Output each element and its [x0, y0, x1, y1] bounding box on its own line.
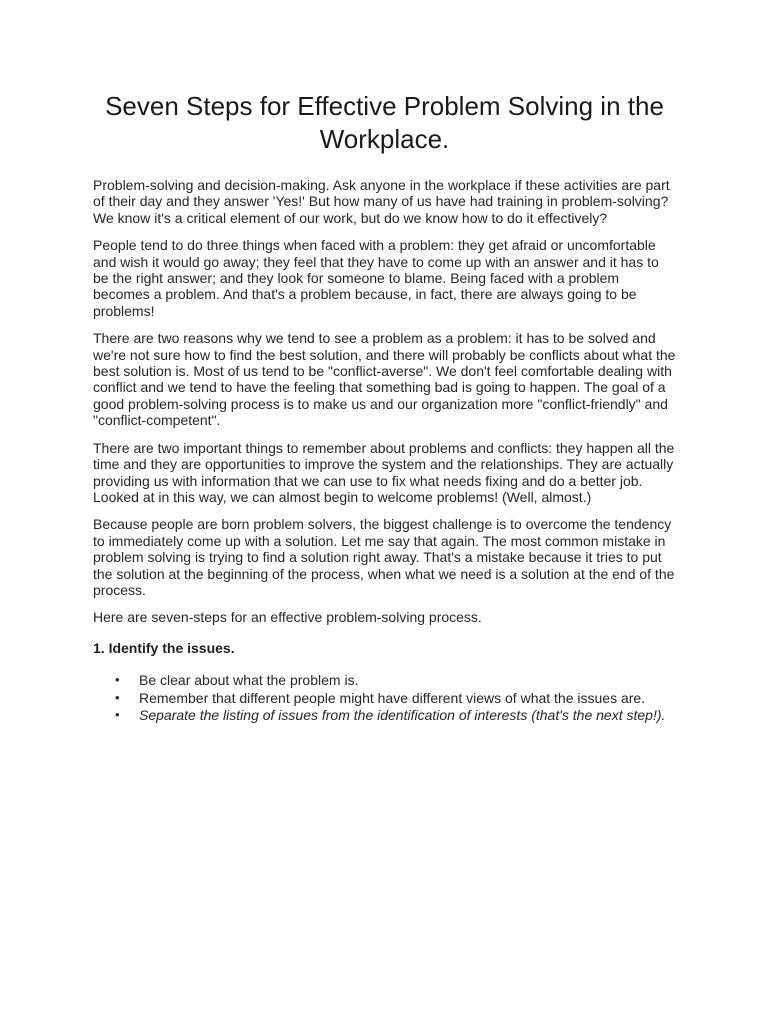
paragraph-2: People tend to do three things when faced with a problem: they get afraid or uncomfortable and wish it would go away; they feel that they have to come up with an answer and it has to be the right answer; and they look for someone to blame. Being faced with a problem becomes a problem. And that's a problem because, in fact, there are always going to be problems!: [93, 237, 659, 319]
list-item-text: Separate the listing of issues from the identification of interests (that's the next step!).: [139, 706, 666, 723]
document-title: Seven Steps for Effective Problem Solving in the Workplace.: [105, 91, 664, 154]
paragraph-6: Here are seven-steps for an effective problem-solving process.: [93, 609, 482, 626]
paragraph-1: Problem-solving and decision-making. Ask anyone in the workplace if these activities are part of their day and they answer 'Yes!' But how many of us have had training in problem-solving? We know it's a critical element of our work, but do we know how to do it effectively?: [93, 177, 670, 226]
bullet-icon: •: [115, 689, 120, 705]
bullet-icon: •: [115, 672, 120, 688]
list-item: [115, 689, 676, 706]
list-item: [115, 672, 676, 689]
step-1-heading: 1. Identify the issues.: [93, 639, 235, 656]
step-1-bullet-list: [93, 672, 676, 723]
list-item-text: Be clear about what the problem is.: [139, 672, 359, 689]
list-item: [115, 706, 676, 723]
paragraph-4: There are two important things to remember about problems and conflicts: they happen all the time and they are opportunities to improve the system and the relationships. They are actually providing us with information that we can use to fix what needs fixing and do a better job. Looked at in this way, we can almost begin to welcome problems! (Well, almost.): [93, 439, 675, 505]
paragraph-3: There are two reasons why we tend to see a problem as a problem: it has to be solved and we're not sure how to find the best solution, and there will probably be conflicts about what the best solution is. Most of us tend to be "conflict-averse". We don't feel comfortable dealing with conflict and we tend to have the feeling that something bad is going to happen. The goal of a good problem-solving process is to make us and our organization more "conflict-friendly" and "conflict-competent".: [93, 330, 676, 429]
list-item-text: Remember that different people might have different views of what the issues are.: [139, 689, 646, 706]
paragraph-5: Because people are born problem solvers, the biggest challenge is to overcome the tendency to immediately come up with a solution. Let me say that again. The most common mistake in problem solving is trying to find a solution right away. That's a mistake because it tries to put the solution at the beginning of the process, when what we need is a solution at the end of the process.: [93, 516, 675, 598]
bullet-icon: •: [115, 706, 120, 722]
